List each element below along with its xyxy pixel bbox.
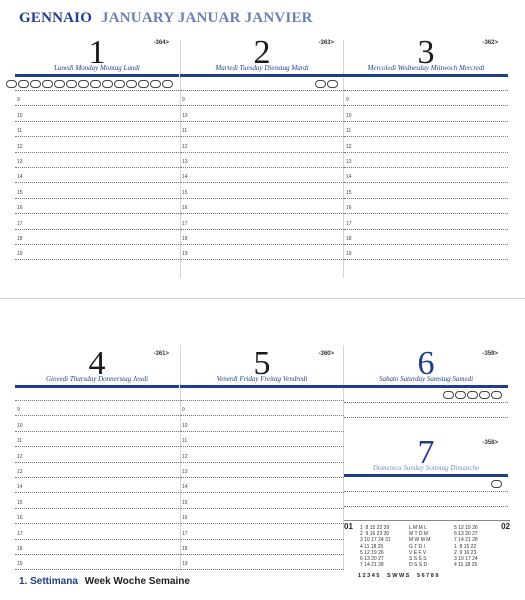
- hour-label: 17: [182, 530, 188, 537]
- day-names: Giovedì Thursday Donnerstag Jeudi: [45, 375, 149, 383]
- hour-label: 15: [182, 189, 188, 196]
- day-names: Lunedì Monday Montag Lundi: [54, 64, 140, 72]
- saint-icon: [491, 391, 502, 399]
- day-number: 5: [253, 345, 271, 382]
- hour-line[interactable]: [180, 554, 344, 555]
- hour-label: 9: [346, 97, 349, 104]
- days-remaining: -359>: [482, 351, 498, 357]
- hour-line[interactable]: [344, 259, 508, 260]
- days-remaining: -361>: [153, 351, 169, 357]
- hour-line[interactable]: [180, 400, 344, 401]
- hour-label: 15: [17, 499, 23, 506]
- day-bar: [15, 74, 179, 77]
- hour-line[interactable]: [180, 431, 344, 432]
- hour-label: 16: [17, 515, 23, 522]
- month-header: [19, 10, 313, 27]
- mini-calendar-prev-month: 01: [344, 522, 353, 531]
- days-remaining: -358>: [482, 440, 498, 446]
- hour-line[interactable]: [344, 121, 508, 122]
- mini-calendar-block: L M M L M T D M M W M M G T D I V E F V S S S S D S S D: [409, 525, 431, 569]
- saint-icon: [479, 391, 490, 399]
- day-bar: [180, 74, 344, 77]
- hour-label: 19: [17, 561, 23, 568]
- day-bar: [344, 74, 508, 77]
- hour-label: 15: [346, 189, 352, 196]
- hour-line[interactable]: [15, 400, 179, 401]
- hour-line[interactable]: [15, 477, 179, 478]
- hour-label: 18: [17, 546, 23, 552]
- hour-label: 9: [17, 97, 20, 104]
- hour-line[interactable]: [15, 198, 179, 199]
- hour-label: 13: [17, 469, 23, 475]
- hour-line[interactable]: [344, 105, 508, 106]
- hour-line[interactable]: [15, 446, 179, 447]
- day-number: 4: [88, 345, 106, 382]
- hour-line[interactable]: [180, 198, 344, 199]
- hour-label: 9: [17, 407, 20, 414]
- day-number: 2: [253, 34, 271, 71]
- day-number: 1: [88, 34, 106, 71]
- hour-label: 14: [346, 174, 352, 181]
- hour-label: 17: [17, 220, 23, 227]
- month-translations: JANUARY JANUAR JANVIER: [101, 10, 313, 26]
- saint-icons: [315, 80, 338, 88]
- hour-line[interactable]: [180, 121, 344, 122]
- hour-line[interactable]: [344, 182, 508, 183]
- hour-line[interactable]: [15, 431, 179, 432]
- day-bar: [180, 385, 344, 388]
- hour-line[interactable]: [344, 90, 508, 91]
- hour-line[interactable]: [180, 105, 344, 106]
- saint-icon: [54, 80, 65, 88]
- mini-calendar-week-numbers: 1 2 3 4 5 S W W S 5 6 7 8 9: [358, 573, 439, 579]
- day-bar: [15, 385, 179, 388]
- hour-line[interactable]: [180, 167, 344, 168]
- hour-label: 14: [17, 174, 23, 181]
- days-remaining: -364>: [153, 40, 169, 46]
- hour-line[interactable]: [15, 523, 179, 524]
- mini-calendar-block: 1 8 15 22 29 2 9 16 23 30 3 10 17 24 31 4 11 18 25 5 12 19 26 6 13 20 27 7 14 21 28: [360, 525, 391, 569]
- hour-line[interactable]: [15, 244, 179, 245]
- week-footer: [19, 576, 193, 587]
- day-number: 6: [417, 345, 435, 382]
- hour-label: 13: [17, 159, 23, 165]
- hour-line[interactable]: [344, 152, 508, 153]
- hour-line[interactable]: [180, 492, 344, 493]
- hour-label: 14: [17, 484, 23, 491]
- hour-line[interactable]: [180, 539, 344, 540]
- day-names: Venerdì Friday Freitag Vendredi: [216, 375, 308, 383]
- saint-icon: [327, 80, 338, 88]
- saint-icon: [138, 80, 149, 88]
- hour-line[interactable]: [344, 229, 508, 230]
- saint-icon: [467, 391, 478, 399]
- hour-line[interactable]: [15, 554, 179, 555]
- saint-icon: [42, 80, 53, 88]
- mini-calendar-block: 5 12 19 26 6 13 20 27 7 14 21 28 1 8 15 22 2 9 16 23 3 10 17 24 4 11 18 25: [454, 525, 478, 569]
- hour-line[interactable]: [180, 136, 344, 137]
- hour-line[interactable]: [344, 417, 508, 418]
- day-names: Mercoledì Wednesday Mittwoch Mercredi: [367, 64, 485, 72]
- hour-label: 13: [182, 469, 188, 475]
- hour-line[interactable]: [344, 244, 508, 245]
- week-label-translations: Week Woche Semaine: [84, 576, 190, 587]
- hour-line[interactable]: [180, 508, 344, 509]
- saint-icon: [455, 391, 466, 399]
- hour-label: 10: [182, 422, 188, 429]
- hour-label: 10: [346, 112, 352, 119]
- hour-label: 18: [182, 546, 188, 552]
- hour-label: 12: [346, 143, 352, 150]
- hour-line[interactable]: [15, 508, 179, 509]
- hour-label: 10: [17, 422, 23, 429]
- hour-line[interactable]: [344, 198, 508, 199]
- mini-calendar-next-month: 02: [501, 522, 510, 531]
- hour-label: 10: [17, 112, 23, 119]
- hour-line[interactable]: [344, 213, 508, 214]
- day-bar: [344, 474, 508, 477]
- hour-line[interactable]: [180, 213, 344, 214]
- hour-label: 15: [182, 499, 188, 506]
- hour-line[interactable]: [344, 136, 508, 137]
- saint-icon: [315, 80, 326, 88]
- hour-label: 19: [346, 251, 352, 258]
- hour-line[interactable]: [180, 477, 344, 478]
- week-label-italian: Settimana: [30, 576, 78, 587]
- hour-line[interactable]: [180, 229, 344, 230]
- saint-icon: [90, 80, 101, 88]
- saint-icon: [162, 80, 173, 88]
- saint-icon: [114, 80, 125, 88]
- saint-icon: [66, 80, 77, 88]
- hour-label: 9: [182, 407, 185, 414]
- saint-icons: [6, 80, 173, 88]
- hour-label: 16: [346, 205, 352, 212]
- hour-line[interactable]: [344, 506, 508, 507]
- hour-line[interactable]: [180, 259, 344, 260]
- days-remaining: -360>: [318, 351, 334, 357]
- saint-icon: [30, 80, 41, 88]
- hour-label: 14: [182, 484, 188, 491]
- saint-icons: [491, 480, 502, 488]
- hour-line[interactable]: [180, 462, 344, 463]
- day-names: Martedì Tuesday Dienstag Mardi: [215, 64, 309, 72]
- hour-line[interactable]: [15, 167, 179, 168]
- hour-label: 10: [182, 112, 188, 119]
- hour-line[interactable]: [344, 402, 508, 403]
- hour-label: 12: [182, 143, 188, 150]
- hour-label: 11: [17, 128, 23, 135]
- hour-label: 16: [17, 205, 23, 212]
- hour-line[interactable]: [180, 415, 344, 416]
- hour-line[interactable]: [180, 244, 344, 245]
- hour-line[interactable]: [15, 229, 179, 230]
- hour-label: 15: [17, 189, 23, 196]
- hour-line[interactable]: [180, 446, 344, 447]
- page-divider: [0, 298, 525, 299]
- saint-icon: [102, 80, 113, 88]
- saint-icon: [126, 80, 137, 88]
- hour-label: 18: [182, 236, 188, 242]
- hour-label: 17: [182, 220, 188, 227]
- day-number: 7: [417, 434, 435, 471]
- saint-icon: [78, 80, 89, 88]
- hour-label: 19: [17, 251, 23, 258]
- hour-label: 9: [182, 97, 185, 104]
- hour-line[interactable]: [15, 569, 179, 570]
- hour-label: 12: [17, 143, 23, 150]
- week-number: 1.: [19, 576, 28, 587]
- hour-line[interactable]: [15, 121, 179, 122]
- hour-line[interactable]: [344, 167, 508, 168]
- hour-line[interactable]: [15, 136, 179, 137]
- hour-label: 13: [346, 159, 352, 165]
- hour-label: 18: [346, 236, 352, 242]
- hour-line[interactable]: [180, 523, 344, 524]
- hour-line[interactable]: [15, 90, 179, 91]
- hour-line[interactable]: [15, 492, 179, 493]
- hour-label: 12: [17, 453, 23, 460]
- hour-label: 19: [182, 251, 188, 258]
- hour-line[interactable]: [15, 259, 179, 260]
- saint-icon: [150, 80, 161, 88]
- hour-line[interactable]: [15, 105, 179, 106]
- hour-line[interactable]: [180, 569, 344, 570]
- hour-line[interactable]: [15, 539, 179, 540]
- hour-label: 16: [182, 515, 188, 522]
- day-names: Sabato Saturday Samstag Samedi: [378, 375, 474, 383]
- hour-label: 11: [182, 128, 188, 135]
- hour-label: 16: [182, 205, 188, 212]
- hour-label: 19: [182, 561, 188, 568]
- saint-icon: [491, 480, 502, 488]
- hour-label: 11: [182, 438, 188, 445]
- hour-label: 11: [346, 128, 352, 135]
- hour-line[interactable]: [344, 491, 508, 492]
- hour-line[interactable]: [180, 182, 344, 183]
- days-remaining: -362>: [482, 40, 498, 46]
- hour-label: 17: [346, 220, 352, 227]
- hour-label: 13: [182, 159, 188, 165]
- hour-label: 17: [17, 530, 23, 537]
- saint-icon: [443, 391, 454, 399]
- hour-label: 11: [17, 438, 23, 445]
- hour-line[interactable]: [15, 213, 179, 214]
- hour-line[interactable]: [15, 462, 179, 463]
- day-number: 3: [417, 34, 435, 71]
- mini-calendar: [344, 520, 510, 581]
- hour-label: 12: [182, 453, 188, 460]
- hour-line[interactable]: [15, 182, 179, 183]
- hour-line[interactable]: [180, 90, 344, 91]
- hour-line[interactable]: [15, 152, 179, 153]
- month-italian: GENNAIO: [19, 10, 93, 26]
- hour-label: 18: [17, 236, 23, 242]
- days-remaining: -363>: [318, 40, 334, 46]
- hour-line[interactable]: [15, 415, 179, 416]
- day-bar: [344, 385, 508, 388]
- hour-line[interactable]: [180, 152, 344, 153]
- saint-icons: [443, 391, 502, 399]
- saint-icon: [18, 80, 29, 88]
- day-names: Domenica Sunday Sonntag Dimanche: [372, 464, 480, 472]
- hour-label: 14: [182, 174, 188, 181]
- saint-icon: [6, 80, 17, 88]
